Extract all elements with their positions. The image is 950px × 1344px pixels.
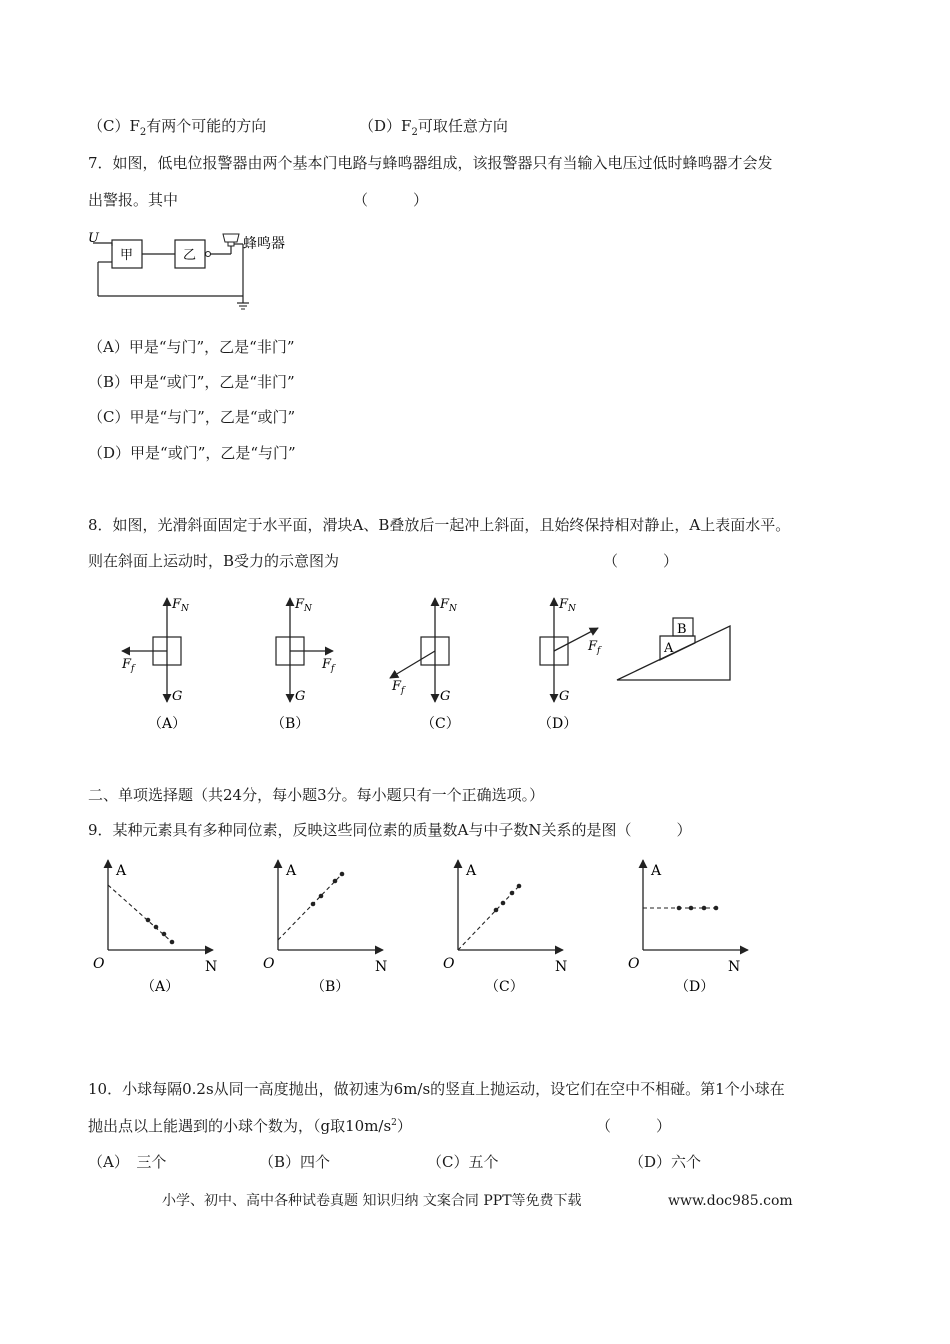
svg-text:N: N: [728, 959, 741, 975]
q8-answer-paren: （ ）: [603, 552, 679, 570]
svg-text:N: N: [555, 959, 568, 975]
force-diagram-a: [121, 597, 190, 732]
q8-force-diagrams: [110, 590, 750, 740]
q10-stem-line2: 抛出点以上能遇到的小球个数为，（g取$10m/s^2$）: [88, 1117, 412, 1135]
incline-diagram: [617, 618, 730, 680]
svg-text:Ff: $F_f$: [392, 679, 405, 696]
svg-text:G: G: [559, 689, 570, 704]
q6-option-c: $(C)F_2$有两个可能的方向: [88, 117, 267, 138]
svg-text:G: G: [295, 689, 306, 704]
svg-text:A: A: [116, 863, 127, 879]
q9-stem: 9．某种元素具有多种同位素，反映这些同位素的质量数A与中子数N关系的是图（ ）: [88, 821, 692, 839]
fig-label-a: （A）: [148, 716, 187, 732]
q7-circuit-diagram: [85, 228, 315, 318]
q9-graphs: [88, 855, 768, 1005]
q7-option-b: （B）甲是“或门”，乙是“非门”: [88, 373, 295, 391]
q6-option-d: $(D)F_2$可取任意方向: [359, 117, 508, 138]
svg-text:FN: $F_N$: [295, 597, 312, 614]
q7-option-d: （D）甲是“或门”，乙是“与门”: [88, 444, 296, 462]
q9-fig-label-b: （B）: [311, 979, 350, 995]
svg-text:A: A: [466, 863, 477, 879]
not-bubble: [206, 252, 211, 257]
ground-icon: [237, 296, 249, 309]
q10-stem-line1: 10．小球每隔0.2s从同一高度抛出，做初速为6m/s的竖直上抛运动，设它们在空中不相碰。第1个小球在: [88, 1080, 785, 1098]
q10-option-d: （D）六个: [629, 1153, 702, 1171]
svg-text:O: O: [628, 956, 640, 972]
svg-text:N: N: [205, 959, 218, 975]
q8-stem-line1: 8．如图，光滑斜面固定于水平面，滑块A、B叠放后一起冲上斜面，且始终保持相对静止，A上表面水平。: [88, 516, 791, 534]
q9-fig-label-d: （D）: [675, 979, 715, 995]
svg-text:B: B: [677, 622, 687, 637]
fig-label-d: （D）: [538, 716, 578, 732]
footer-url[interactable]: www.doc985.com: [668, 1193, 793, 1209]
q9-fig-label-a: （A）: [141, 979, 180, 995]
buzzer-label: 蜂鸣器: [243, 236, 285, 252]
svg-text:O: O: [263, 956, 275, 972]
q7-stem-line2: 出警报。其中: [88, 191, 179, 209]
svg-text:G: G: [440, 689, 451, 704]
fig-label-c: （C）: [421, 716, 460, 732]
q10-option-b: （B）四个: [259, 1153, 331, 1171]
section2-heading: 二、单项选择题（共24分，每小题3分。每小题只有一个正确选项。）: [88, 786, 545, 804]
force-diagram-d: [538, 597, 602, 732]
q7-option-c: （C）甲是“与门”，乙是“或门”: [88, 408, 296, 426]
svg-text:Ff: $F_f$: [322, 657, 335, 674]
q7-stem-line1: 7．如图，低电位报警器由两个基本门电路与蜂鸣器组成，该报警器只有当输入电压过低时蜂鸣器才会发: [88, 154, 773, 172]
circuit-input-label: U: [88, 231, 99, 246]
q9-fig-label-c: （C）: [485, 979, 524, 995]
q10-option-a: （A） 三个: [88, 1153, 167, 1171]
isotope-graph-d: [628, 860, 748, 995]
svg-text:N: N: [375, 959, 388, 975]
q7-option-a: （A）甲是“与门”，乙是“非门”: [88, 338, 295, 356]
svg-text:FN: $F_N$: [440, 597, 457, 614]
q8-stem-line2: 则在斜面上运动时，B受力的示意图为: [88, 552, 340, 570]
svg-text:A: A: [664, 641, 674, 656]
gate-yi-label: 乙: [183, 248, 197, 263]
svg-text:FN: $F_N$: [172, 597, 189, 614]
isotope-graph-c: [443, 860, 567, 995]
q10-answer-paren: （ ）: [596, 1117, 672, 1135]
q10-option-c: （C）五个: [427, 1153, 499, 1171]
svg-text:Ff: $F_f$: [588, 639, 601, 656]
svg-text:A: A: [651, 863, 662, 879]
gate-jia-label: 甲: [120, 248, 134, 263]
svg-text:Ff: $F_f$: [122, 657, 135, 674]
svg-text:G: G: [172, 689, 183, 704]
force-diagram-b: [271, 597, 336, 732]
force-diagram-c: [390, 597, 460, 732]
fig-label-b: （B）: [271, 716, 310, 732]
svg-text:FN: $F_N$: [559, 597, 576, 614]
svg-text:O: O: [93, 956, 105, 972]
isotope-graph-b: [263, 860, 387, 995]
footer-text: 小学、初中、高中各种试卷真题 知识归纳 文案合同 PPT等免费下载: [162, 1193, 582, 1209]
svg-text:O: O: [443, 956, 455, 972]
svg-text:A: A: [286, 863, 297, 879]
q7-answer-paren: （ ）: [353, 191, 429, 209]
isotope-graph-a: [93, 860, 217, 995]
